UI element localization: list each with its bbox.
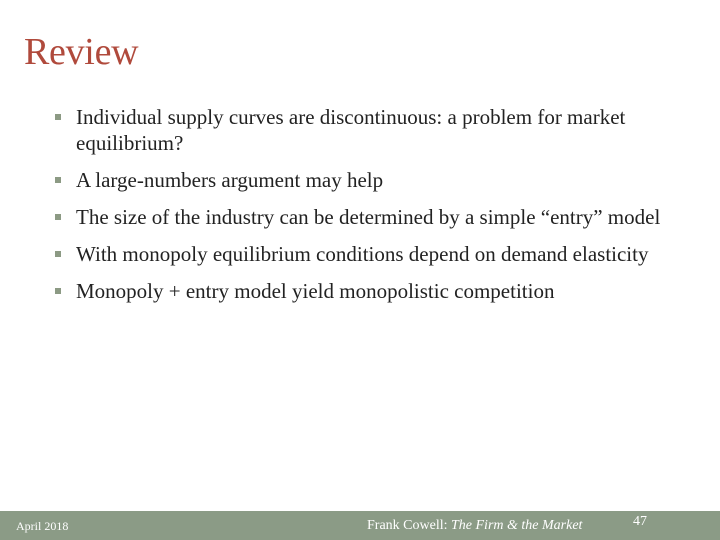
footer-book-title: The Firm & the Market — [451, 518, 583, 533]
square-bullet-icon — [55, 288, 61, 294]
bullet-item — [52, 204, 692, 230]
square-bullet-icon — [55, 114, 61, 120]
bullet-item — [52, 104, 692, 156]
footer-date: April 2018 — [16, 519, 69, 533]
bullet-item — [52, 278, 692, 304]
footer-bar — [0, 511, 720, 540]
footer-credit — [367, 518, 582, 534]
slide-title: Review — [24, 31, 139, 73]
bullet-item — [52, 241, 692, 267]
square-bullet-icon — [55, 214, 61, 220]
bullet-item — [52, 167, 692, 193]
bullet-text: A large-numbers argument may help — [76, 168, 384, 192]
bullet-text: With monopoly equilibrium conditions depend on demand elasticity — [76, 242, 649, 266]
bullet-text: Monopoly + entry model yield monopolistic competition — [76, 279, 555, 303]
square-bullet-icon — [55, 177, 61, 183]
bullet-text: The size of the industry can be determined by a simple “entry” model — [76, 205, 661, 229]
page-number: 47 — [633, 514, 647, 529]
footer-author: Frank Cowell: — [367, 518, 451, 533]
bullet-text: Individual supply curves are discontinuous: a problem for market equilibrium? — [76, 105, 626, 155]
square-bullet-icon — [55, 251, 61, 257]
bullet-list — [52, 104, 692, 304]
